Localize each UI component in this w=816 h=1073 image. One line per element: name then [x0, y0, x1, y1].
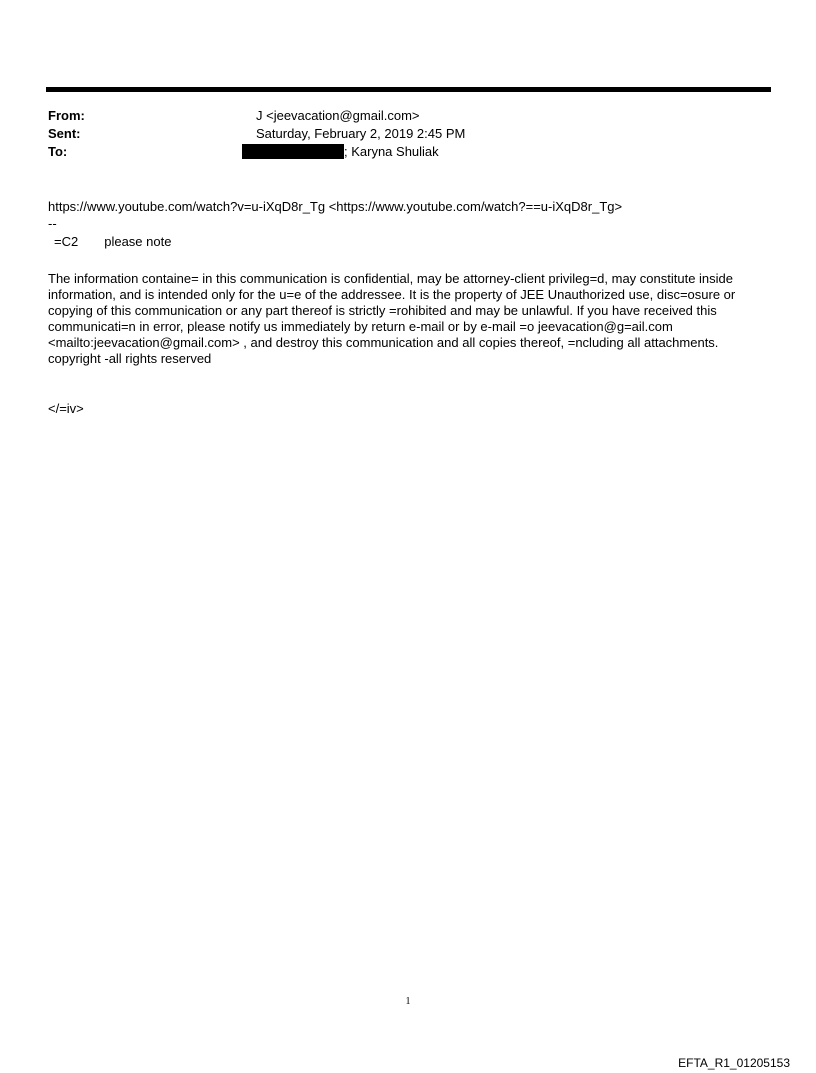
confidentiality-disclaimer: The information containe= in this communication is confidential, may be attorney-client privileg=d, may constitute inside information, and is intended only for the u=e of the addressee. It is the property of JEE Unauthorized use, disc=osure or copying of this communication or any part thereof is strictly =rohibited and may be unlawful. If you have received this communicati=n in error, please notify us immediately by return e-mail or by e-mail =o jeevacation@g=ail.com <mailto:jeevacation@gmail.com> , and destroy this communication and all copies thereof, =ncluding all attachments. copyright -all rights reserved — [48, 271, 736, 366]
from-value: J <jeevacation@gmail.com> — [256, 108, 420, 123]
encoding-code: =C2 — [54, 234, 79, 249]
bates-number: EFTA_R1_01205153 — [678, 1056, 790, 1070]
page-number: 1 — [405, 996, 411, 1007]
to-label: To: — [48, 144, 68, 159]
to-value — [249, 144, 439, 160]
from-label: From: — [48, 108, 85, 123]
please-note-text: please note — [104, 234, 172, 249]
closing-tag: </=iv> — [48, 401, 84, 416]
please-note-line — [48, 234, 768, 250]
redaction-block — [242, 144, 344, 159]
to-recipient-text: ; Karyna Shuliak — [344, 144, 439, 159]
sent-value: Saturday, February 2, 2019 2:45 PM — [256, 126, 466, 141]
signature-separator: -- — [48, 216, 57, 231]
video-link-line: https://www.youtube.com/watch?v=u-iXqD8r_Tg <https://www.youtube.com/watch?==u-iXqD8r_Tg> — [48, 199, 623, 214]
header-rule — [46, 87, 771, 92]
sent-label: Sent: — [48, 126, 81, 141]
